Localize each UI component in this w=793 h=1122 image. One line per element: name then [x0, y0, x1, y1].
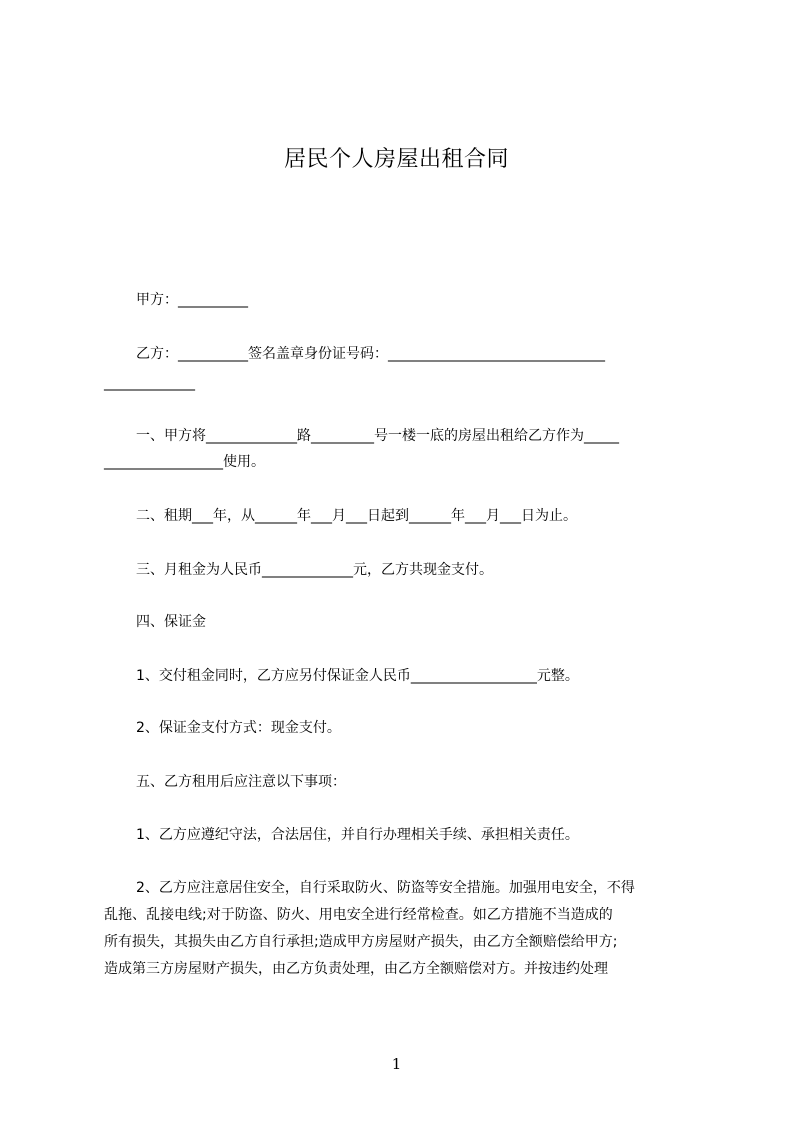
clause-4-item-1: 1、交付租金同时，乙方应另付保证金人民币__________________元整。 — [136, 668, 579, 684]
clause-5-heading: 五、乙方租用后应注意以下事项： — [136, 774, 346, 790]
clause-1-line-1: 一、甲方将_____________路_________号一楼一底的房屋出租给乙方作为_____ — [136, 428, 619, 444]
clause-1-line-2: _________________使用。 — [104, 454, 265, 470]
clause-2: 二、租期___年，从______年___月___日起到______年___月___日为止。 — [136, 508, 577, 524]
party-b-line-1: 乙方：__________签名盖章身份证号码：_______________________________ — [136, 346, 605, 362]
clause-5-item-2-line-1: 2、乙方应注意居住安全，自行采取防火、防盗等安全措施。加强用电安全，不得 — [136, 880, 635, 896]
party-b-line-2: _____________ — [104, 375, 195, 391]
clause-5-item-2-line-3: 所有损失，其损失由乙方自行承担;造成甲方房屋财产损失，由乙方全额赔偿给甲方; — [104, 934, 618, 950]
page-number: 1 — [391, 1055, 402, 1073]
document-title: 居民个人房屋出租合同 — [283, 147, 509, 172]
clause-4-item-2: 2、保证金支付方式：现金支付。 — [136, 720, 341, 736]
party-a-line: 甲方：__________ — [136, 292, 248, 308]
clause-5-item-1: 1、乙方应遵纪守法，合法居住，并自行办理相关手续、承担相关责任。 — [136, 827, 579, 843]
clause-5-item-2-line-2: 乱拖、乱接电线;对于防盗、防火、用电安全进行经常检查。如乙方措施不当造成的 — [104, 907, 613, 923]
clause-5-item-2-line-4: 造成第三方房屋财产损失，由乙方负责处理，由乙方全额赔偿对方。并按违约处理 — [104, 961, 608, 977]
clause-3: 三、月租金为人民币_____________元，乙方共现金支付。 — [136, 562, 493, 578]
clause-4-heading: 四、保证金 — [136, 614, 206, 630]
